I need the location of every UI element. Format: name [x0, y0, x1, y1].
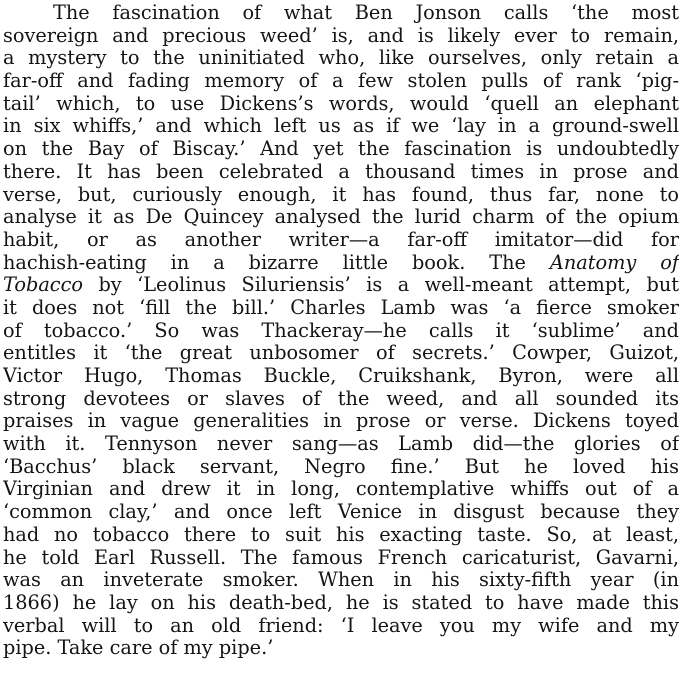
text-line: ‘Bacchus’ black servant, Negro fine.’ But he loved his — [3, 455, 679, 478]
text-line: had no tobacco there to suit his exacting taste. So, at least, — [3, 523, 679, 546]
text-line: Victor Hugo, Thomas Buckle, Cruikshank, Byron, were all — [3, 365, 679, 387]
text-line: 1866) he lay on his death-bed, he is stated to have made this — [3, 591, 679, 614]
book-title-italic: Anatomy of — [549, 251, 679, 274]
text-line: it does not ‘fill the bill.’ Charles Lamb was ‘a fierce smoker — [3, 296, 679, 319]
text-line: with it. Tennyson never sang—as Lamb did—the glories of — [3, 433, 679, 456]
text-line-with-italic — [3, 274, 679, 297]
text-line: analyse it as De Quincey analysed the lurid charm of the opium — [3, 206, 679, 229]
text-line: entitles it ‘the great unbosomer of secrets.’ Cowper, Guizot, — [3, 342, 679, 365]
book-title-italic: Tobacco — [3, 274, 84, 297]
text-line-last: pipe. Take care of my pipe.’ — [3, 637, 274, 660]
text-line: ‘common clay,’ and once left Venice in disgust because they — [3, 501, 679, 524]
text-segment: hachish-eating in a bizarre little book. The — [3, 251, 550, 274]
text-line: a mystery to the uninitiated who, like ourselves, only retain a — [3, 47, 679, 70]
text-line: he told Earl Russell. The famous French caricaturist, Gavarni, — [3, 546, 679, 569]
text-line: verse, but, curiously enough, it has found, thus far, none to — [3, 183, 679, 206]
text-line: tail’ which, to use Dickens’s words, would ‘quell an elephant — [3, 92, 679, 115]
text-line: far-off and fading memory of a few stolen pulls of rank ‘pig- — [3, 70, 679, 93]
text-line: Virginian and drew it in long, contemplative whiffs out of a — [3, 478, 679, 501]
text-line: there. It has been celebrated a thousand times in prose and — [3, 160, 679, 183]
text-line: strong devotees or slaves of the weed, and all sounded its — [3, 387, 679, 410]
text-line: The fascination of what Ben Jonson calls ‘the most — [53, 2, 679, 24]
text-line: was an inveterate smoker. When in his sixty-fifth year (in — [3, 569, 679, 592]
text-line: in six whiffs,’ and which left us as if we ‘lay in a ground-swell — [3, 115, 679, 138]
text-line: on the Bay of Biscay.’ And yet the fascination is undoubtedly — [3, 138, 679, 161]
text-line-with-italic — [3, 252, 679, 275]
body-paragraph — [3, 2, 679, 660]
text-line: verbal will to an old friend: ‘I leave you my wife and my — [3, 614, 679, 637]
text-line: of tobacco.’ So was Thackeray—he calls it ‘sublime’ and — [3, 319, 679, 342]
text-line: sovereign and precious weed’ is, and is likely ever to remain, — [3, 24, 679, 47]
text-line: praises in vague generalities in prose or verse. Dickens toyed — [3, 410, 679, 433]
text-line: habit, or as another writer—a far-off imitator—did for — [3, 228, 679, 251]
text-segment: by ‘Leolinus Siluriensis’ is a well-meant attempt, but — [83, 274, 679, 297]
